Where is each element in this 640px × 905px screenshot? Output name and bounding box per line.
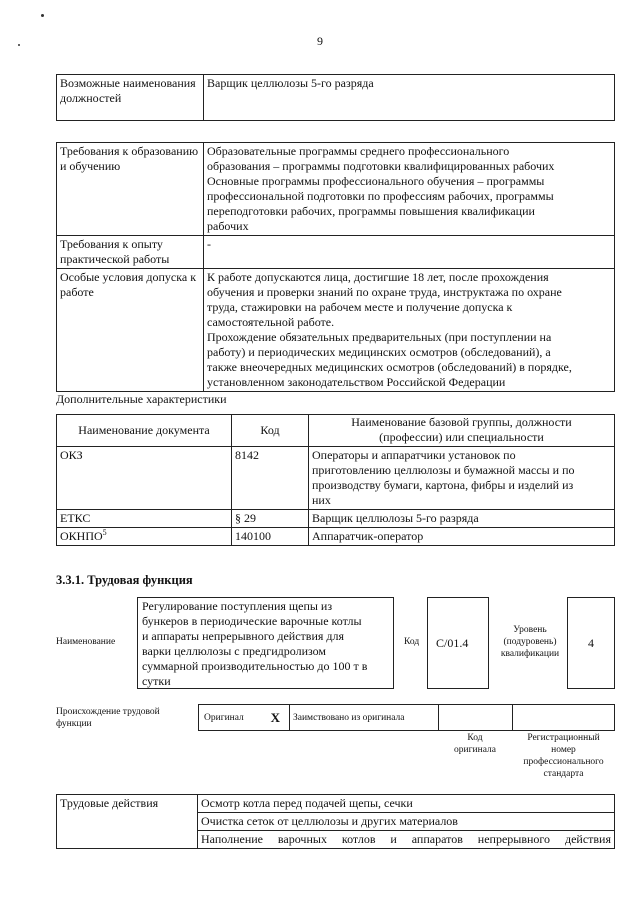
text-line: обучения и проверки знаний по охране труда, инструктажа по охране: [207, 285, 562, 299]
header-code: Код: [232, 415, 309, 447]
origin-label: [56, 706, 160, 730]
text-line: труда, стажировки на рабочем месте и получение допуска к: [207, 300, 513, 314]
reg-number-cell: [513, 705, 615, 731]
education-label: Требования к образованию и обучению: [57, 143, 204, 236]
function-name-label: Наименование: [56, 637, 116, 647]
text-line: рабочих: [207, 219, 249, 233]
text-line: суммарной производительностью до 100 т в: [142, 659, 368, 673]
names-value: Варщик целлюлозы 5-го разряда: [204, 75, 615, 121]
text-line: варки целлюлозы с предгидролизом: [142, 644, 327, 658]
text-line: оригинала: [454, 745, 496, 755]
scan-mark: [41, 14, 44, 17]
names-label: Возможные наименования должностей: [57, 75, 204, 121]
text-line: бункеров в периодические варочные котлы: [142, 614, 362, 628]
table-row: [57, 528, 615, 546]
code-cell: § 29: [232, 510, 309, 528]
code-cell: 140100: [232, 528, 309, 546]
experience-value: [204, 236, 615, 269]
text-line: и аппараты непрерывного действия для: [142, 629, 344, 643]
text-line: образования – программы подготовки квалифицированных рабочих: [207, 159, 555, 173]
text-line: К работе допускаются лица, достигшие 18 лет, после прохождения: [207, 270, 549, 284]
table-row: [57, 510, 615, 528]
additional-table: [56, 414, 615, 546]
education-value: [204, 143, 615, 236]
level-label: [495, 624, 565, 660]
text-line: также внеочередных медицинских осмотров (обследований) в порядке,: [207, 360, 572, 374]
doc-cell: ОКЗ: [57, 447, 232, 510]
footnote-ref: 5: [102, 528, 107, 537]
table-row: [57, 447, 615, 510]
original-code-cell: [439, 705, 513, 731]
text-line: Варщик целлюлозы 5-го разряда: [312, 511, 479, 525]
doc-cell: ЕТКС: [57, 510, 232, 528]
header-group: Наименование базовой группы, должности (профессии) или специальности: [309, 415, 615, 447]
origin-table: [198, 704, 615, 731]
text-line: Регулирование поступления щепы из: [142, 599, 333, 613]
text-line: профессиональной подготовки по профессиям рабочих, программы: [207, 189, 554, 203]
actions-table: [56, 794, 615, 849]
text-line: стандарта: [543, 769, 584, 779]
original-mark: X: [270, 709, 280, 725]
text-line: Образовательные программы среднего профессионального: [207, 144, 510, 158]
header-document: Наименование документа: [57, 415, 232, 447]
doc-text: ОКНПО: [60, 529, 103, 543]
function-code-box: [427, 597, 489, 689]
text-line: установленном законодательством Российской Федерации: [207, 375, 506, 389]
text-line: номер: [551, 745, 576, 755]
names-table: [56, 74, 615, 121]
experience-label: Требования к опыту практической работы: [57, 236, 204, 269]
text-line: сутки: [142, 674, 171, 688]
text-line: них: [312, 493, 331, 507]
text-line: -: [207, 237, 211, 251]
text-line: работу) и периодических медицинских осмотров (обследований), а: [207, 345, 551, 359]
group-cell: [309, 528, 615, 546]
doc-cell: [57, 528, 232, 546]
action-item: Осмотр котла перед подачей щепы, сечки: [198, 795, 615, 813]
function-code-value: С/01.4: [436, 636, 469, 650]
text-line: самостоятельной работе.: [207, 315, 335, 329]
text-line: Уровень: [513, 625, 547, 635]
function-code-label: Код: [404, 637, 420, 647]
page-number: 9: [317, 34, 323, 48]
text-line: функции: [56, 719, 92, 729]
borrowed-cell: Заимствовано из оригинала: [290, 705, 439, 731]
text-line: Код: [467, 733, 483, 743]
actions-label: Трудовые действия: [57, 795, 198, 849]
level-value: 4: [588, 636, 594, 650]
text-line: Операторы и аппаратчики установок по: [312, 448, 516, 462]
level-box: [567, 597, 615, 689]
text-line: производству бумаги, картона, фибры и изделий из: [312, 478, 574, 492]
original-text: Оригинал: [204, 712, 244, 723]
code-cell: 8142: [232, 447, 309, 510]
group-cell: [309, 447, 615, 510]
function-name-box: [137, 597, 394, 689]
text-line: профессионального: [523, 757, 604, 767]
text-line: (подуровень): [503, 637, 557, 647]
text-line: Аппаратчик-оператор: [312, 529, 424, 543]
text-line: квалификации: [500, 649, 560, 659]
text-line: Основные программы профессионального обучения – программы: [207, 174, 545, 188]
text-line: Регистрационный: [527, 733, 600, 743]
text-line: приготовлению целлюлозы и бумажной массы и по: [312, 463, 575, 477]
action-item: Наполнение варочных котлов и аппаратов непрерывного действия: [198, 831, 615, 849]
section-title: 3.3.1. Трудовая функция: [56, 573, 193, 587]
text-line: Происхождение трудовой: [56, 707, 160, 717]
group-cell: [309, 510, 615, 528]
reg-caption: [512, 732, 615, 780]
admission-value: [204, 269, 615, 392]
action-item: Очистка сеток от целлюлозы и других материалов: [198, 813, 615, 831]
admission-label: Особые условия допуска к работе: [57, 269, 204, 392]
original-cell: [199, 705, 290, 731]
requirements-table: [56, 142, 615, 392]
additional-title: Дополнительные характеристики: [56, 392, 227, 406]
text-line: переподготовки рабочих, программы повышения квалификации: [207, 204, 535, 218]
code-caption: [438, 732, 512, 756]
text-line: Прохождение обязательных предварительных (при поступлении на: [207, 330, 552, 344]
